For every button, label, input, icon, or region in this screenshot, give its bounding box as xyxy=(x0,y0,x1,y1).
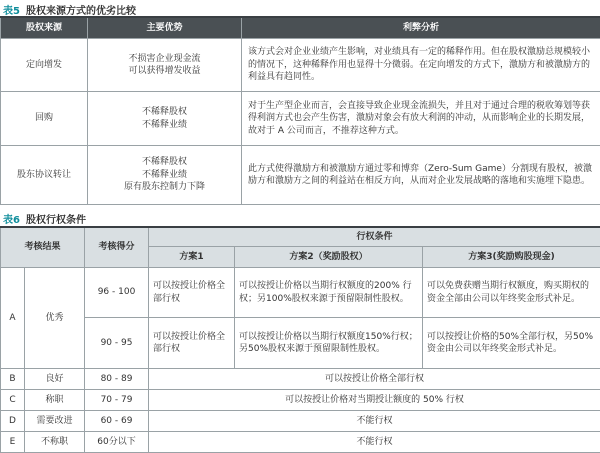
plan1-cell: 可以按授让价格全部行权 xyxy=(149,318,235,369)
score-cell: 60分以下 xyxy=(85,432,149,453)
table5-title: 股权来源方式的优劣比较 xyxy=(26,6,136,17)
plan2-cell: 可以按授让价格以当期行权额度150%行权；另50%股权来源于预留限制性股权。 xyxy=(235,318,423,369)
merged-condition-cell: 可以按授让价格全部行权 xyxy=(149,369,600,390)
table-row xyxy=(1,268,600,318)
table6-header-plan2: 方案2（奖励股权） xyxy=(235,247,423,268)
grade-cell: E xyxy=(1,432,25,453)
table-row xyxy=(1,92,600,146)
table5-advantages-cell: 不稀释股权 不稀释业绩 xyxy=(88,92,242,146)
score-cell: 90 - 95 xyxy=(85,318,149,369)
score-cell: 80 - 89 xyxy=(85,369,149,390)
grade-cell: A xyxy=(1,268,25,369)
table6-header-conditions: 行权条件 xyxy=(149,227,600,247)
grade-cell: C xyxy=(1,390,25,411)
merged-condition-cell: 可以按授让价格对当期授让额度的 50% 行权 xyxy=(149,390,600,411)
table5-source-cell: 定向增发 xyxy=(1,39,88,92)
grade-cell: B xyxy=(1,369,25,390)
table5-source-cell: 回购 xyxy=(1,92,88,146)
score-cell: 70 - 79 xyxy=(85,390,149,411)
result-cell: 良好 xyxy=(25,369,85,390)
table5-header-row xyxy=(1,17,600,39)
result-cell: 优秀 xyxy=(25,268,85,369)
table6-header-row xyxy=(1,227,600,247)
table5-header-advantages: 主要优势 xyxy=(88,17,242,39)
table6-title: 股权行权条件 xyxy=(26,215,86,226)
plan3-cell: 可以按授让价格的50%全部行权，另50%资金由公司以年终奖金形式补足。 xyxy=(423,318,600,369)
table5-advantages-cell: 不稀释股权 不稀释业绩 原有股东控制力下降 xyxy=(88,146,242,205)
table6 xyxy=(0,226,600,453)
table-row xyxy=(1,146,600,205)
plan1-cell: 可以按授让价格全部行权 xyxy=(149,268,235,318)
table-row xyxy=(1,411,600,432)
table5-analysis-cell: 对于生产型企业而言，会直接导致企业现金流损失，并且对于通过合理的税收筹划等获得利润方式也会产生伤害，激励对象会有放大利润的冲动，从而影响企业的长期发展，故对于 A 公司而言，不推荐这种方式。 xyxy=(242,92,600,146)
table-row xyxy=(1,318,600,369)
table6-header-plan1: 方案1 xyxy=(149,247,235,268)
table-row xyxy=(1,390,600,411)
table5 xyxy=(0,16,600,205)
table5-source-cell: 股东协议转让 xyxy=(1,146,88,205)
table6-header-plan3: 方案3(奖励购股现金) xyxy=(423,247,600,268)
table5-advantages-cell: 不损害企业现金流 可以获得增发收益 xyxy=(88,39,242,92)
table5-analysis-cell: 该方式会对企业业绩产生影响，对业绩具有一定的稀释作用。但在股权激励总规模较小的情况下，这种稀释作用也显得十分微弱。在定向增发的方式下，激励方和被激励方的利益具有趋同性。 xyxy=(242,39,600,92)
table6-number: 表6 xyxy=(3,215,20,226)
table-row xyxy=(1,432,600,453)
table6-caption xyxy=(3,211,86,226)
result-cell: 需要改进 xyxy=(25,411,85,432)
grade-cell: D xyxy=(1,411,25,432)
table5-header-source: 股权来源 xyxy=(1,17,88,39)
score-cell: 96 - 100 xyxy=(85,268,149,318)
result-cell: 不称职 xyxy=(25,432,85,453)
table5-caption xyxy=(3,2,136,17)
merged-condition-cell: 不能行权 xyxy=(149,411,600,432)
plan3-cell: 可以免费获赠当期行权额度，购买期权的资金全部由公司以年终奖金形式补足。 xyxy=(423,268,600,318)
result-cell: 称职 xyxy=(25,390,85,411)
table6-header-score: 考核得分 xyxy=(85,227,149,268)
score-cell: 60 - 69 xyxy=(85,411,149,432)
table5-header-analysis: 利弊分析 xyxy=(242,17,600,39)
plan2-cell: 可以按授让价格以当期行权额度的200% 行权；另100%股权来源于预留限制性股权。 xyxy=(235,268,423,318)
table5-analysis-cell: 此方式使得激励方和被激励方通过零和博弈（Zero-Sum Game）分割现有股权，被激励方和激励方之间的利益站在相反方向，从而对企业发展战略的落地和实施埋下隐患。 xyxy=(242,146,600,205)
table5-number: 表5 xyxy=(3,6,20,17)
table-row xyxy=(1,369,600,390)
table6-header-result: 考核结果 xyxy=(1,227,85,268)
table-row xyxy=(1,39,600,92)
merged-condition-cell: 不能行权 xyxy=(149,432,600,453)
